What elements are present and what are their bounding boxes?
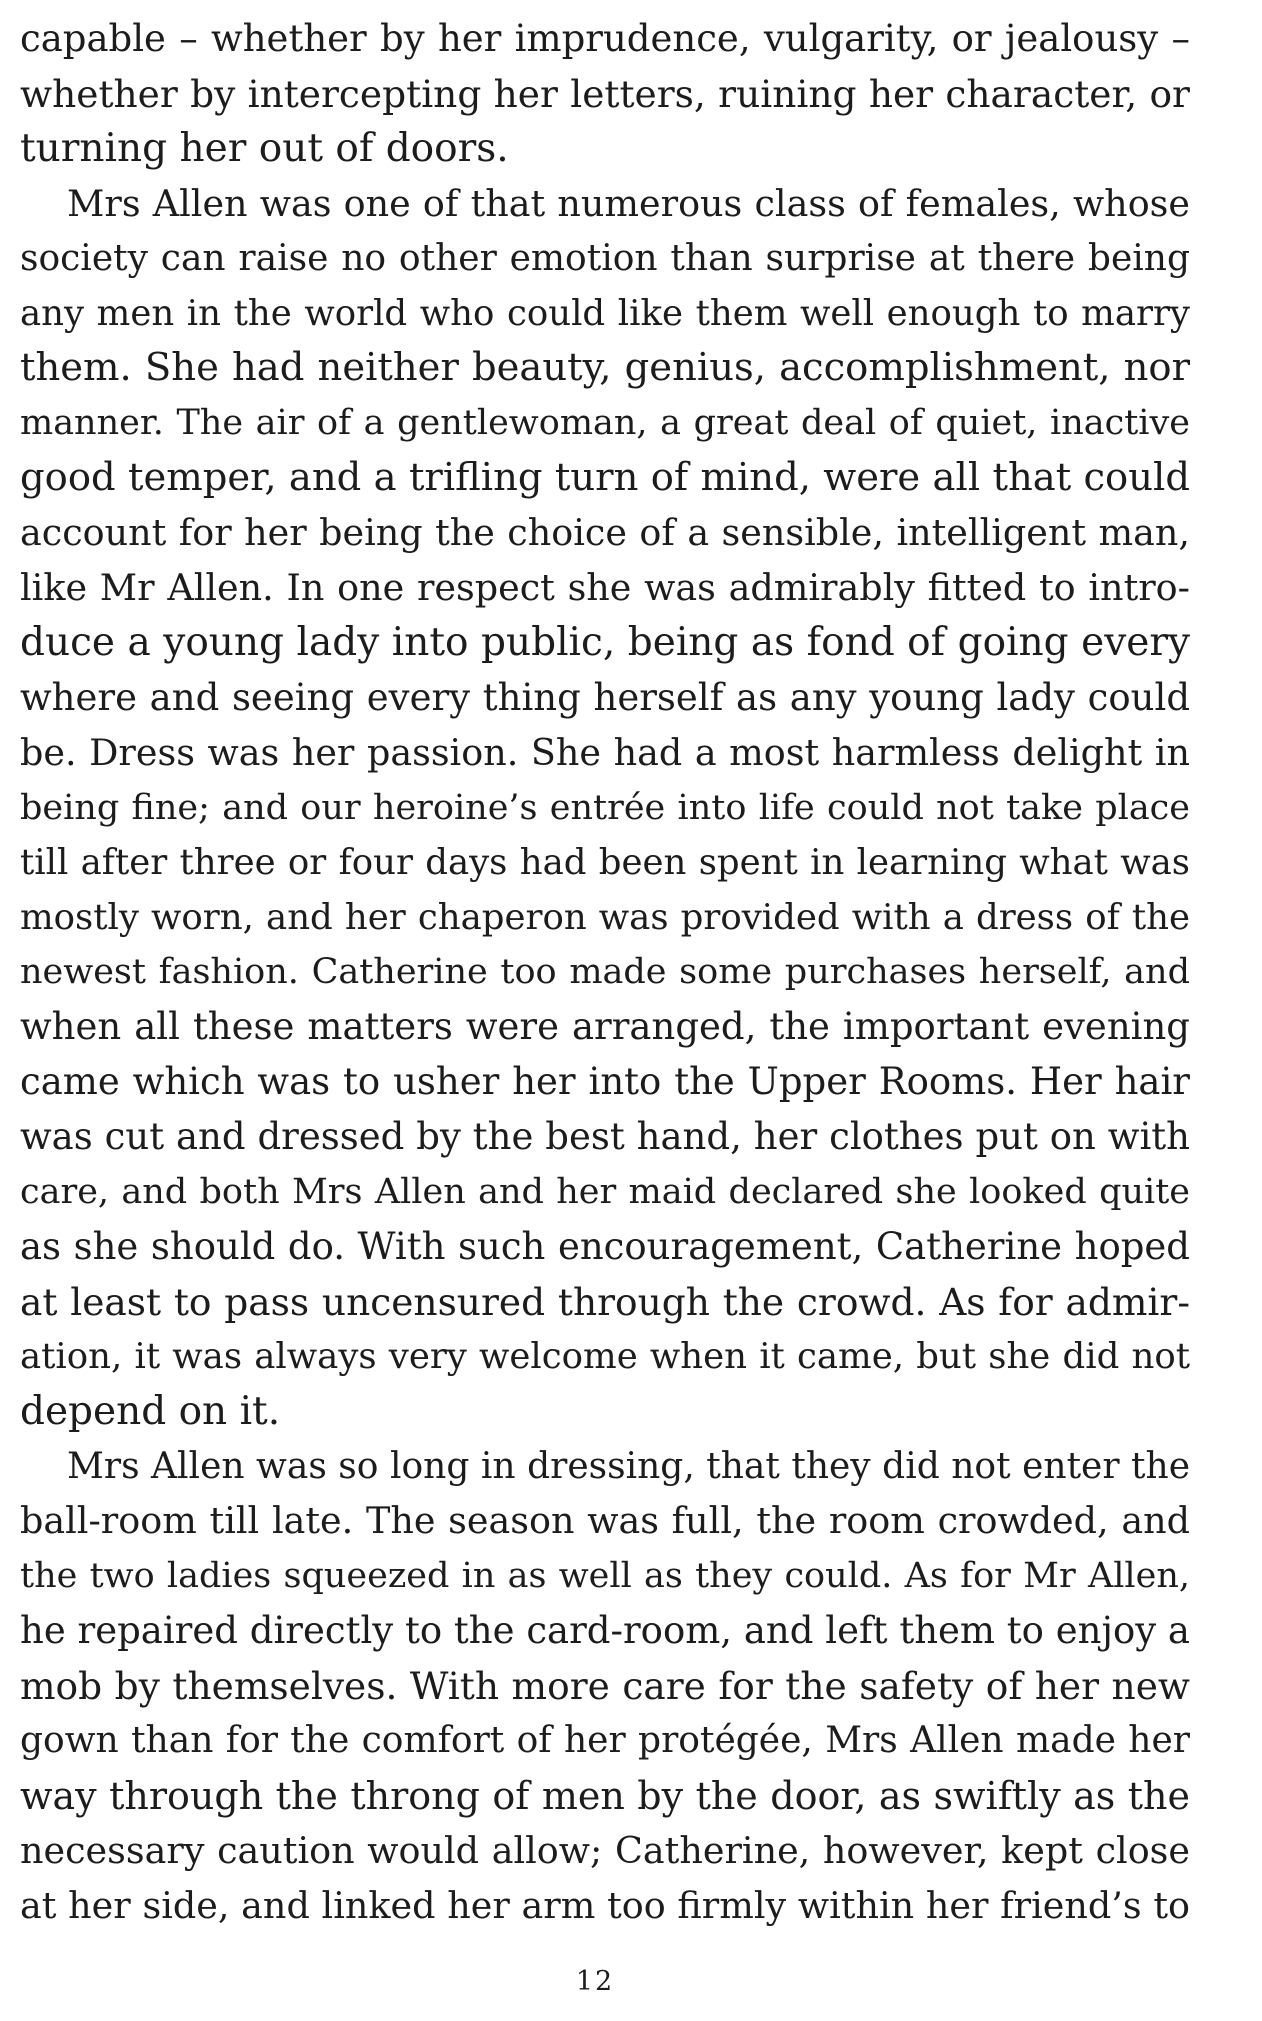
- text-line: was cut and dressed by the best hand, her clothes put on with: [20, 1115, 1190, 1159]
- text-line: till after three or four days had been spent in learning what was: [20, 841, 1190, 883]
- text-line: be. Dress was her passion. She had a most harmless delight in: [20, 730, 1190, 774]
- text-line: gown than for the comfort of her protégée, Mrs Allen made her: [20, 1720, 1190, 1762]
- text-line: mob by themselves. With more care for the safety of her new: [20, 1664, 1190, 1709]
- text-line: them. She had neither beauty, genius, accomplishment, nor: [20, 345, 1190, 391]
- text-line: turning her out of doors.: [20, 125, 509, 171]
- text-line: way through the throng of men by the door, as swiftly as the: [20, 1774, 1190, 1818]
- text-line: at her side, and linked her arm too firmly within her friend’s to: [20, 1883, 1190, 1927]
- text-line: account for her being the choice of a sensible, intelligent man,: [20, 511, 1190, 555]
- text-line: mostly worn, and her chaperon was provided with a dress of the: [20, 896, 1190, 938]
- text-line: the two ladies squeezed in as well as they could. As for Mr Allen,: [20, 1556, 1190, 1597]
- text-line: when all these matters were arranged, the important evening: [20, 1005, 1190, 1049]
- text-line: where and seeing every thing herself as any young lady could: [20, 675, 1190, 719]
- text-line: duce a young lady into public, being as fond of going every: [20, 619, 1190, 665]
- text-line: like Mr Allen. In one respect she was admirably fitted to intro-: [20, 566, 1190, 610]
- text-line: depend on it.: [20, 1388, 281, 1434]
- text-line: good temper, and a trifling turn of mind, were all that could: [20, 455, 1190, 501]
- text-line: newest fashion. Catherine too made some purchases herself, and: [20, 952, 1190, 993]
- text-line: being fine; and our heroine’s entrée into life could not take place: [20, 787, 1190, 828]
- text-line: whether by intercepting her letters, ruining her character, or: [20, 71, 1190, 116]
- text-line: any men in the world who could like them well enough to marry: [20, 292, 1190, 334]
- text-line: capable – whether by her imprudence, vulgarity, or jealousy –: [20, 17, 1190, 60]
- text-line: manner. The air of a gentlewoman, a great deal of quiet, inactive: [20, 403, 1190, 444]
- text-line: at least to pass uncensured through the crowd. As for admir-: [20, 1279, 1190, 1324]
- book-page-text: [20, 12, 1190, 1934]
- text-line: ation, it was always very welcome when it came, but she did not: [20, 1335, 1190, 1377]
- text-line: society can raise no other emotion than surprise at there being: [20, 237, 1190, 279]
- text-line: Mrs Allen was so long in dressing, that they did not enter the: [67, 1445, 1190, 1487]
- text-line: Mrs Allen was one of that numerous class of females, whose: [67, 181, 1190, 225]
- text-line: care, and both Mrs Allen and her maid declared she looked quite: [20, 1172, 1190, 1213]
- page-number: 12: [575, 1966, 615, 1997]
- text-line: came which was to usher her into the Upper Rooms. Her hair: [20, 1060, 1190, 1104]
- text-line: as she should do. With such encouragement, Catherine hoped: [20, 1224, 1190, 1268]
- text-line: ball-room till late. The season was full, the room crowded, and: [20, 1499, 1190, 1543]
- text-line: necessary caution would allow; Catherine, however, kept close: [20, 1828, 1190, 1872]
- text-line: he repaired directly to the card-room, and left them to enjoy a: [20, 1609, 1190, 1653]
